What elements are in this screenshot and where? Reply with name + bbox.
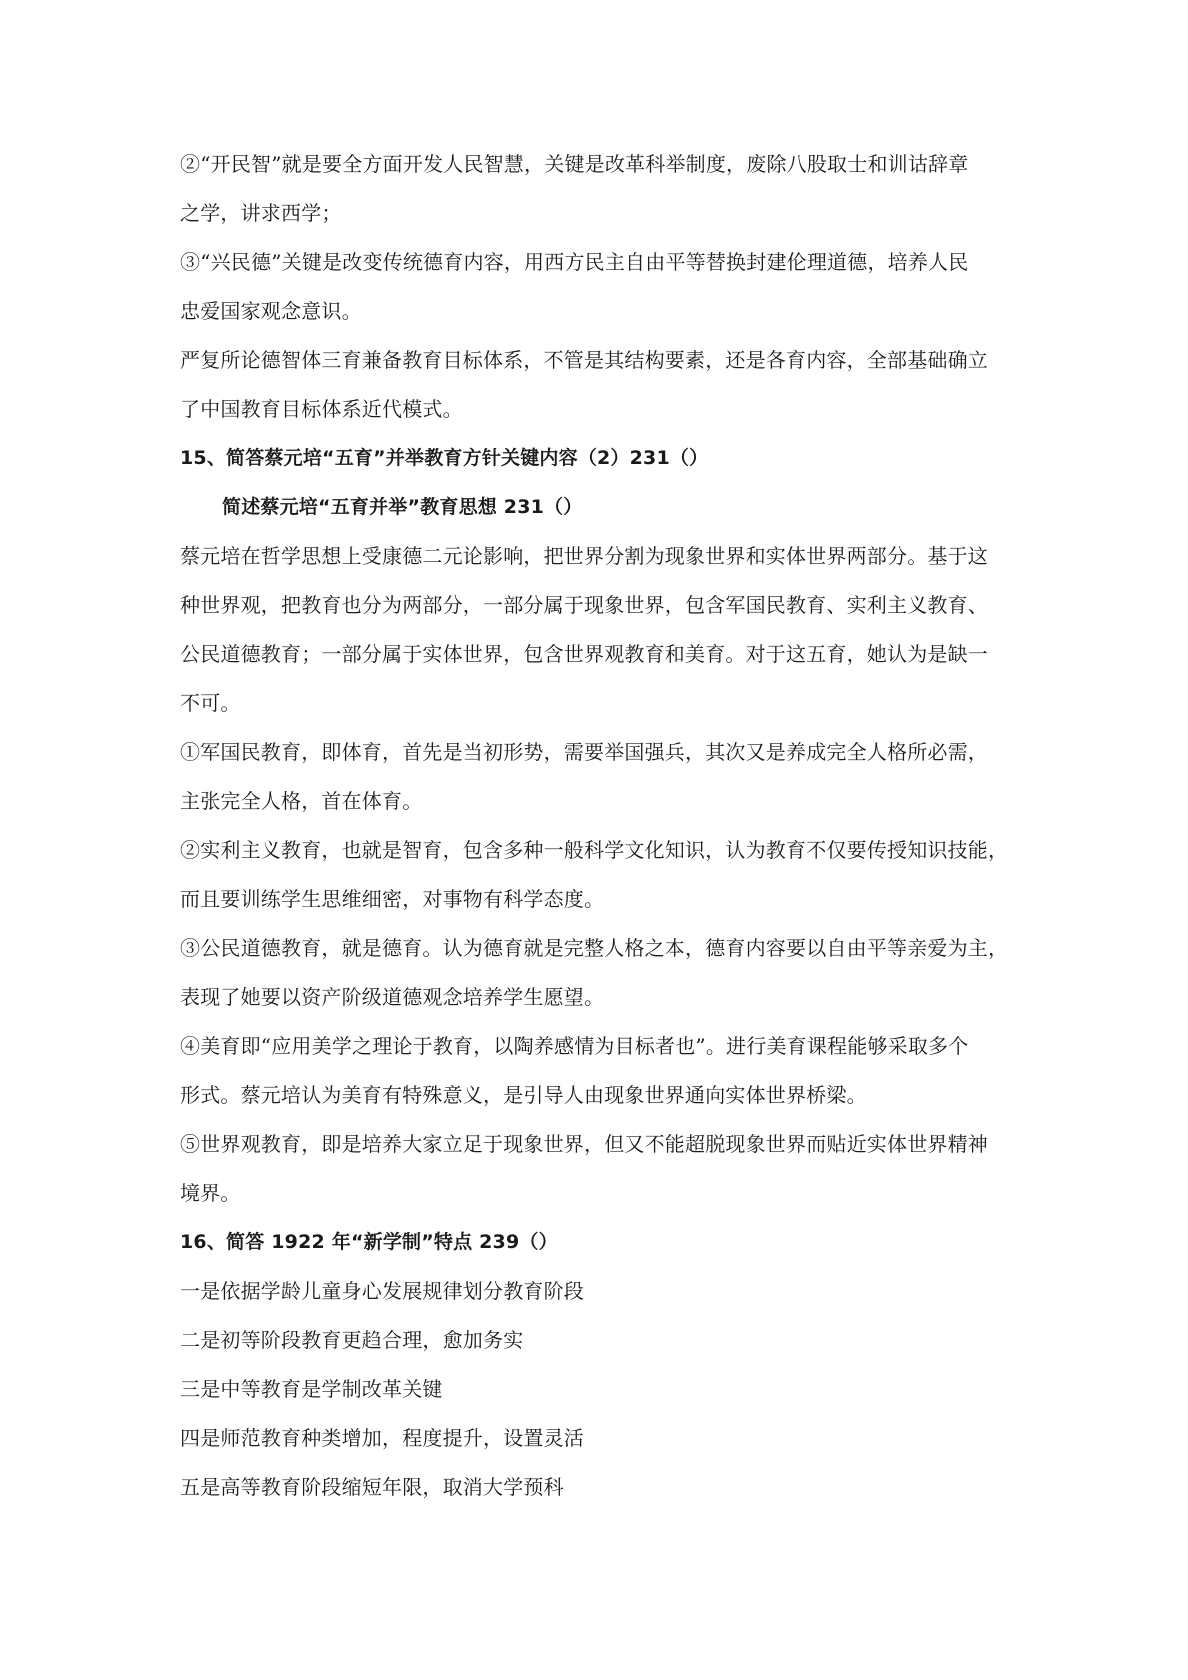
list-item: 一是依据学龄儿童身心发展规律划分教育阶段: [180, 1279, 584, 1303]
document-page: [180, 140, 1010, 1512]
paragraph-line: ①军国民教育，即体育，首先是当初形势，需要举国强兵，其次又是养成完全人格所必需，: [180, 740, 988, 764]
paragraph-line: ②“开民智”就是要全方面开发人民智慧，关键是改革科举制度，废除八股取士和训诂辞章: [180, 152, 969, 176]
paragraph-line: 境界。: [180, 1181, 241, 1205]
paragraph-line: ③公民道德教育，就是德育。认为德育就是完整人格之本，德育内容要以自由平等亲爱为主，: [180, 936, 1009, 960]
list-item: 五是高等教育阶段缩短年限，取消大学预科: [180, 1475, 564, 1499]
paragraph-line: 蔡元培在哲学思想上受康德二元论影响，把世界分割为现象世界和实体世界两部分。基于这: [180, 544, 988, 568]
list-item: 三是中等教育是学制改革关键: [180, 1377, 443, 1401]
list-item: 二是初等阶段教育更趋合理，愈加务实: [180, 1328, 524, 1352]
section-heading-16: 16、简答 1922 年“新学制”特点 239（）: [180, 1231, 558, 1253]
paragraph-line: 之学，讲求西学；: [180, 201, 342, 225]
paragraph-line: 了中国教育目标体系近代模式。: [180, 397, 463, 421]
list-item: 四是师范教育种类增加，程度提升，设置灵活: [180, 1426, 584, 1450]
paragraph-line: 公民道德教育；一部分属于实体世界，包含世界观教育和美育。对于这五育，她认为是缺一: [180, 642, 988, 666]
section-subheading-15: 简述蔡元培“五育并举”教育思想 231（）: [222, 496, 583, 518]
paragraph-line: ⑤世界观教育，即是培养大家立足于现象世界，但又不能超脱现象世界而贴近实体世界精神: [180, 1132, 988, 1156]
paragraph-line: ③“兴民德”关键是改变传统德育内容，用西方民主自由平等替换封建伦理道德，培养人民: [180, 250, 969, 274]
paragraph-line: 忠爱国家观念意识。: [180, 299, 362, 323]
paragraph-line: 主张完全人格，首在体育。: [180, 789, 423, 813]
paragraph-line: 表现了她要以资产阶级道德观念培养学生愿望。: [180, 985, 605, 1009]
section-heading-15: 15、简答蔡元培“五育”并举教育方针关键内容（2）231（）: [180, 447, 709, 469]
paragraph-line: 不可。: [180, 691, 241, 715]
paragraph-line: 形式。蔡元培认为美育有特殊意义，是引导人由现象世界通向实体世界桥梁。: [180, 1083, 867, 1107]
paragraph-line: 严复所论德智体三育兼备教育目标体系，不管是其结构要素，还是各育内容，全部基础确立: [180, 348, 988, 372]
paragraph-line: ④美育即“应用美学之理论于教育，以陶养感情为目标者也”。进行美育课程能够采取多个: [180, 1034, 969, 1058]
paragraph-line: 种世界观，把教育也分为两部分，一部分属于现象世界，包含军国民教育、实利主义教育、: [180, 593, 988, 617]
paragraph-line: 而且要训练学生思维细密，对事物有科学态度。: [180, 887, 605, 911]
paragraph-line: ②实利主义教育，也就是智育，包含多种一般科学文化知识，认为教育不仅要传授知识技能，: [180, 838, 1009, 862]
